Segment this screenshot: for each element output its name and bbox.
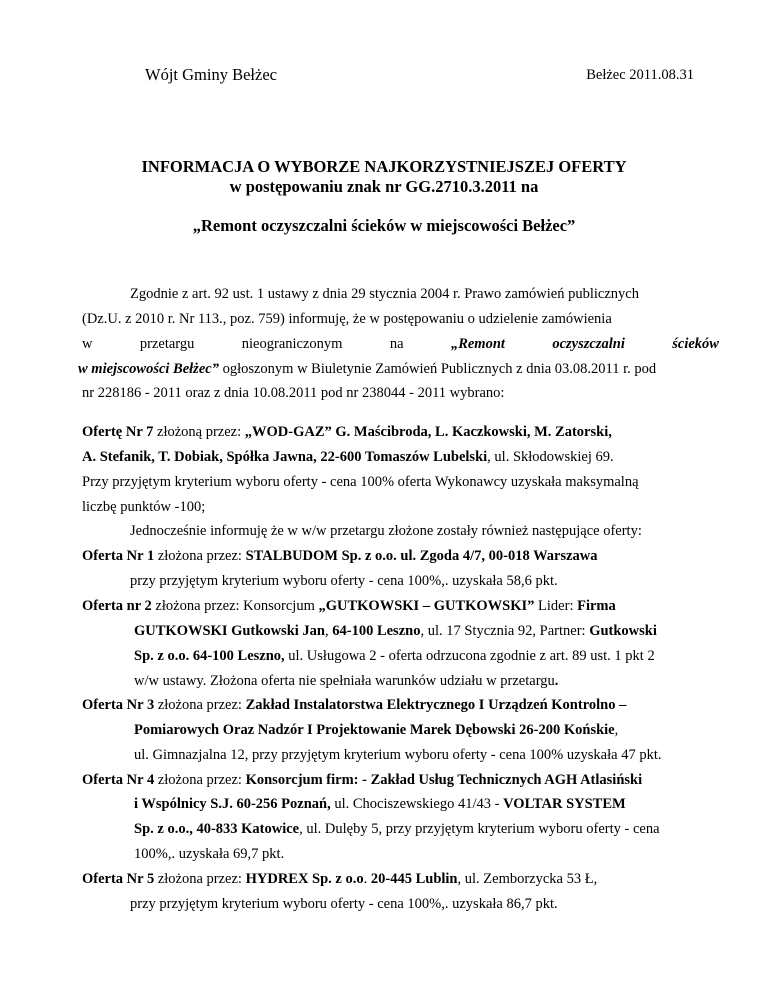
contract-name: „Remont oczyszczalni ścieków w miejscowości Bełżec” (192, 216, 576, 235)
offer-4-line-2: i Wspólnicy S.J. 60-256 Poznań, ul. Chociszewskiego 41/43 - VOLTAR SYSTEM (134, 796, 626, 812)
document-title: INFORMACJA O WYBORZE NAJKORZYSTNIEJSZEJ OFERTY (141, 157, 627, 176)
offer-2-line-2: GUTKOWSKI Gutkowski Jan, 64-100 Leszno, ul. 17 Stycznia 92, Partner: Gutkowski (134, 623, 657, 639)
document-subtitle: w postępowaniu znak nr GG.2710.3.2011 na (229, 177, 539, 196)
offer-2-line-3: Sp. z o.o. 64-100 Leszno, ul. Usługowa 2 - oferta odrzucona zgodnie z art. 89 ust. 1 pkt 2 (134, 648, 655, 664)
offer-5-line-2: przy przyjętym kryterium wyboru oferty - cena 100%,. uzyskała 86,7 pkt. (130, 896, 558, 912)
offer-2-line-1: Oferta nr 2 złożona przez: Konsorcjum „GUTKOWSKI – GUTKOWSKI” Lider: Firma (82, 598, 616, 614)
winner-line-3: Przy przyjętym kryterium wyboru oferty - cena 100% oferta Wykonawcy uzyskała maksymalną (82, 474, 639, 490)
offer-1-line-2: przy przyjętym kryterium wyboru oferty - cena 100%,. uzyskała 58,6 pkt. (130, 573, 558, 589)
intro-line-2: (Dz.U. z 2010 r. Nr 113., poz. 759) informuję, że w postępowaniu o udzielenie zamówienia (82, 311, 612, 327)
offer-1-line-1: Oferta Nr 1 złożona przez: STALBUDOM Sp. z o.o. ul. Zgoda 4/7, 00-018 Warszawa (82, 548, 598, 564)
offer-4-line-1: Oferta Nr 4 złożona przez: Konsorcjum firm: - Zakład Usług Technicznych AGH Atlasiński (82, 772, 643, 788)
offer-5-line-1: Oferta Nr 5 złożona przez: HYDREX Sp. z o.o. 20-445 Lublin, ul. Zemborzycka 53 Ł, (82, 871, 598, 887)
other-offers-intro: Jednocześnie informuję że w w/w przetargu złożone zostały również następujące oferty: (130, 523, 642, 539)
winner-line-2: A. Stefanik, T. Dobiak, Spółka Jawna, 22-600 Tomaszów Lubelski, ul. Skłodowskiej 69. (82, 449, 614, 465)
intro-line-1: Zgodnie z art. 92 ust. 1 ustawy z dnia 29 stycznia 2004 r. Prawo zamówień publicznych (130, 286, 639, 302)
winner-line-1: Ofertę Nr 7 złożoną przez: „WOD-GAZ” G. Maścibroda, L. Kaczkowski, M. Zatorski, (82, 424, 612, 440)
offer-3-line-3: ul. Gimnazjalna 12, przy przyjętym kryterium wyboru oferty - cena 100% uzyskała 47 pkt. (134, 747, 662, 763)
offer-4-line-3: Sp. z o.o., 40-833 Katowice, ul. Dulęby 5, przy przyjętym kryterium wyboru oferty - cena (134, 821, 660, 837)
offer-3-line-1: Oferta Nr 3 złożona przez: Zakład Instalatorstwa Elektrycznego I Urządzeń Kontrolno – (82, 697, 627, 713)
offer-3-line-2: Pomiarowych Oraz Nadzór I Projektowanie Marek Dębowski 26-200 Końskie, (134, 722, 619, 738)
intro-line-3: w przetargu nieograniczonym na „Remont oczyszczalni ścieków (82, 336, 719, 352)
author-heading: Wójt Gminy Bełżec (145, 65, 277, 84)
offer-4-line-4: 100%,. uzyskała 69,7 pkt. (134, 846, 285, 862)
winner-line-4: liczbę punktów -100; (82, 499, 206, 515)
intro-line-5: nr 228186 - 2011 oraz z dnia 10.08.2011 pod nr 238044 - 2011 wybrano: (82, 385, 505, 401)
offer-2-line-4: w/w ustawy. Złożona oferta nie spełniała warunków udziału w przetargu. (134, 673, 559, 689)
intro-line-4: w miejscowości Bełżec” ogłoszonym w Biuletynie Zamówień Publicznych z dnia 03.08.2011 r. pod (78, 361, 657, 377)
place-date: Bełżec 2011.08.31 (586, 67, 694, 83)
